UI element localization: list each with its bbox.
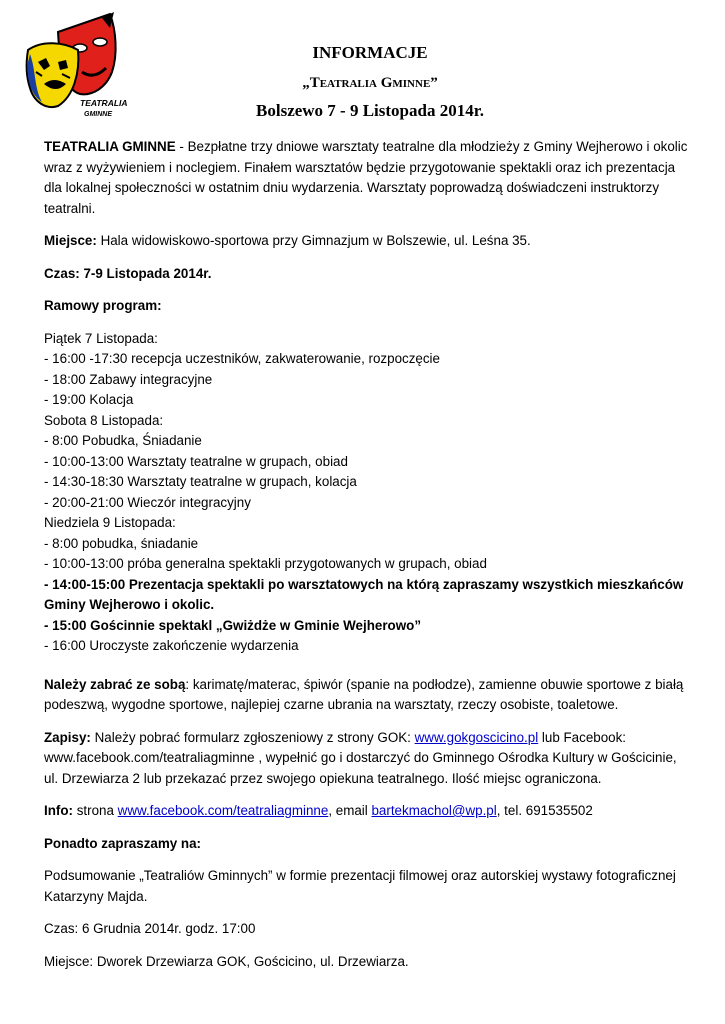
place-text: Hala widowiskowo-sportowa przy Gimnazjum w Bolszewie, ul. Leśna 35. (96, 233, 531, 248)
program-line: Piątek 7 Listopada: (44, 330, 158, 346)
info-text-1: strona (73, 803, 118, 818)
document-date-line: Bolszewo 7 - 9 Listopada 2014r. (256, 101, 484, 120)
document-header (200, 42, 540, 122)
intro-name: TEATRALIA GMINNE (44, 139, 176, 154)
theatre-masks-icon (22, 10, 130, 122)
intro-paragraph (44, 137, 692, 219)
program-line: Sobota 8 Listopada: (44, 412, 164, 428)
intro-text: - Bezpłatne trzy dniowe warsztaty teatralne dla młodzieży z Gminy Wejherowo i okolic wraz z wyżywieniem i noclegiem. Finałem warsztatów będzie przygotowanie spektakli oraz ich prezentacja dla lokalnej społeczności w ostatnim dniu wydarzenia. Warsztaty poprowadzą doświadczeni instruktorzy teatralni. (44, 139, 688, 216)
program-line: - 19:00 Kolacja (44, 392, 134, 407)
logo-text-2: GMINNE (84, 111, 112, 118)
program-highlight-text: - 15:00 Gościnnie spektakl „Gwiżdże w Gminie Wejherowo” (44, 617, 422, 633)
time-text: Czas: 7-9 Listopada 2014r. (44, 265, 212, 281)
info-text-2: , email (328, 803, 372, 818)
document-subtitle: „Teatralia Gminne” (302, 75, 438, 91)
email-link[interactable]: bartekmachol@wp.pl (371, 803, 497, 818)
program-list (44, 329, 692, 657)
program-line: - 16:00 -17:30 recepcja uczestników, zakwaterowanie, rozpoczęcie (44, 351, 440, 366)
logo-text-1: TEATRALIA (80, 98, 128, 108)
program-highlight-text: Gminy Wejherowo i okolic. (44, 597, 215, 612)
teatralia-logo (22, 10, 130, 122)
program-highlight-text: - 14:00-15:00 Prezentacja spektakli po warsztatowych na którą zapraszamy wszystkich mieszkańców (44, 576, 684, 592)
facebook-link[interactable]: www.facebook.com/teatraliagminne (117, 803, 329, 818)
program-line: - 10:00-13:00 próba generalna spektakli przygotowanych w grupach, obiad (44, 556, 487, 571)
bring-label: Należy zabrać ze sobą (44, 676, 186, 692)
place-label: Miejsce: (44, 233, 97, 248)
info-text-3: , tel. 691535502 (496, 803, 593, 818)
document-title: INFORMACJE (312, 43, 428, 62)
signup-text-2: lub Facebook: www.facebook.com/teatraliagminne , wypełnić go i dostarczyć do Gminnego Ośrodka Kultury w Gościcinie, ul. Drzewiarza 2 lub przekazać przez swojego opiekuna teatralnego. Ilość miejsc ograniczona. (44, 729, 677, 786)
program-highlight-line (44, 616, 692, 637)
signup-paragraph (44, 728, 692, 790)
program-heading: Ramowy program: (44, 298, 162, 313)
place-paragraph (44, 231, 692, 252)
program-line: - 8:00 Pobudka, Śniadanie (44, 433, 202, 448)
signup-text-1: Należy pobrać formularz zgłoszeniowy z strony GOK: (90, 729, 415, 745)
program-line: - 16:00 Uroczyste zakończenie wydarzenia (44, 638, 299, 653)
program-line: Niedziela 9 Listopada: (44, 515, 176, 530)
bring-paragraph (44, 675, 692, 716)
program-line: - 14:30-18:30 Warsztaty teatralne w grupach, kolacja (44, 474, 357, 489)
program-line: - 8:00 pobudka, śniadanie (44, 535, 199, 551)
document-body (44, 137, 692, 984)
info-label: Info: (44, 803, 73, 818)
program-highlight-line (44, 595, 692, 616)
program-highlight-line (44, 575, 692, 596)
program-line: - 18:00 Zabawy integracyjne (44, 371, 213, 387)
time-paragraph (44, 264, 692, 285)
program-line: - 20:00-21:00 Wieczór integracyjny (44, 494, 251, 510)
invite-heading: Ponadto zapraszamy na: (44, 835, 202, 851)
invite-place: Miejsce: Dworek Drzewiarza GOK, Gościcino, ul. Drzewiarza. (44, 953, 409, 969)
program-line: - 10:00-13:00 Warsztaty teatralne w grupach, obiad (44, 453, 348, 469)
bring-text: : karimatę/materac, śpiwór (spanie na podłodze), zamienne obuwie sportowe z białą podeszwą, wygodne sportowe, najlepiej czarne ubrania na warsztaty, rzeczy osobiste, toaletowe. (44, 676, 684, 712)
invite-description: Podsumowanie „Teatraliów Gminnych” w formie prezentacji filmowej oraz autorskiej wystawy fotograficznej Katarzyny Majda. (44, 868, 676, 904)
invite-time: Czas: 6 Grudnia 2014r. godz. 17:00 (44, 921, 256, 936)
info-paragraph (44, 801, 692, 822)
program-heading-paragraph (44, 296, 692, 317)
gok-website-link[interactable]: www.gokgoscicino.pl (414, 729, 539, 745)
signup-label: Zapisy: (44, 729, 91, 745)
invite-heading-paragraph (44, 834, 692, 855)
